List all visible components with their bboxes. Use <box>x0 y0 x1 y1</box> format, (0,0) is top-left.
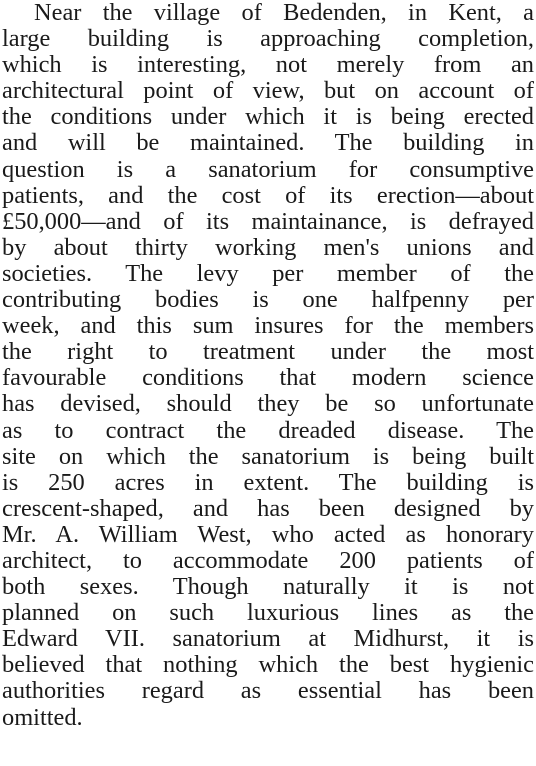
text-line: is 250 acres in extent. The building is <box>2 469 534 496</box>
text-line: which is interesting, not merely from an <box>2 52 534 79</box>
text-line: and will be maintained. The building in <box>2 130 534 157</box>
text-line: omitted. <box>2 704 83 731</box>
text-line: architect, to accommodate 200 patients of <box>2 547 534 574</box>
text-line: believed that nothing which the best hygienic <box>2 652 534 679</box>
text-line: the conditions under which it is being erected <box>2 104 534 131</box>
text-line: £50,000—and of its maintainance, is defrayed <box>2 208 534 235</box>
text-line: as to contract the dreaded disease. The <box>2 417 534 444</box>
text-line: patients, and the cost of its erection—about <box>2 182 534 209</box>
text-line: large building is approaching completion, <box>2 26 534 53</box>
text-line: planned on such luxurious lines as the <box>2 600 534 627</box>
text-line: has devised, should they be so unfortunate <box>2 391 534 418</box>
article-paragraph <box>2 0 534 731</box>
text-line: site on which the sanatorium is being built <box>2 443 534 470</box>
text-line: crescent-shaped, and has been designed by <box>2 495 534 522</box>
text-line: authorities regard as essential has been <box>2 678 534 705</box>
text-line: the right to treatment under the most <box>2 339 534 366</box>
text-line: Edward VII. sanatorium at Midhurst, it is <box>2 626 534 653</box>
text-line: Near the village of Bedenden, in Kent, a <box>34 0 534 26</box>
text-line: Mr. A. William West, who acted as honorary <box>2 521 534 548</box>
text-line: both sexes. Though naturally it is not <box>2 574 534 601</box>
text-line: favourable conditions that modern science <box>2 365 534 392</box>
text-line: architectural point of view, but on account of <box>2 78 534 105</box>
text-line: week, and this sum insures for the members <box>2 313 534 340</box>
text-line: contributing bodies is one halfpenny per <box>2 287 534 314</box>
text-line: question is a sanatorium for consumptive <box>2 156 534 183</box>
text-line: by about thirty working men's unions and <box>2 234 534 261</box>
text-line: societies. The levy per member of the <box>2 260 534 287</box>
